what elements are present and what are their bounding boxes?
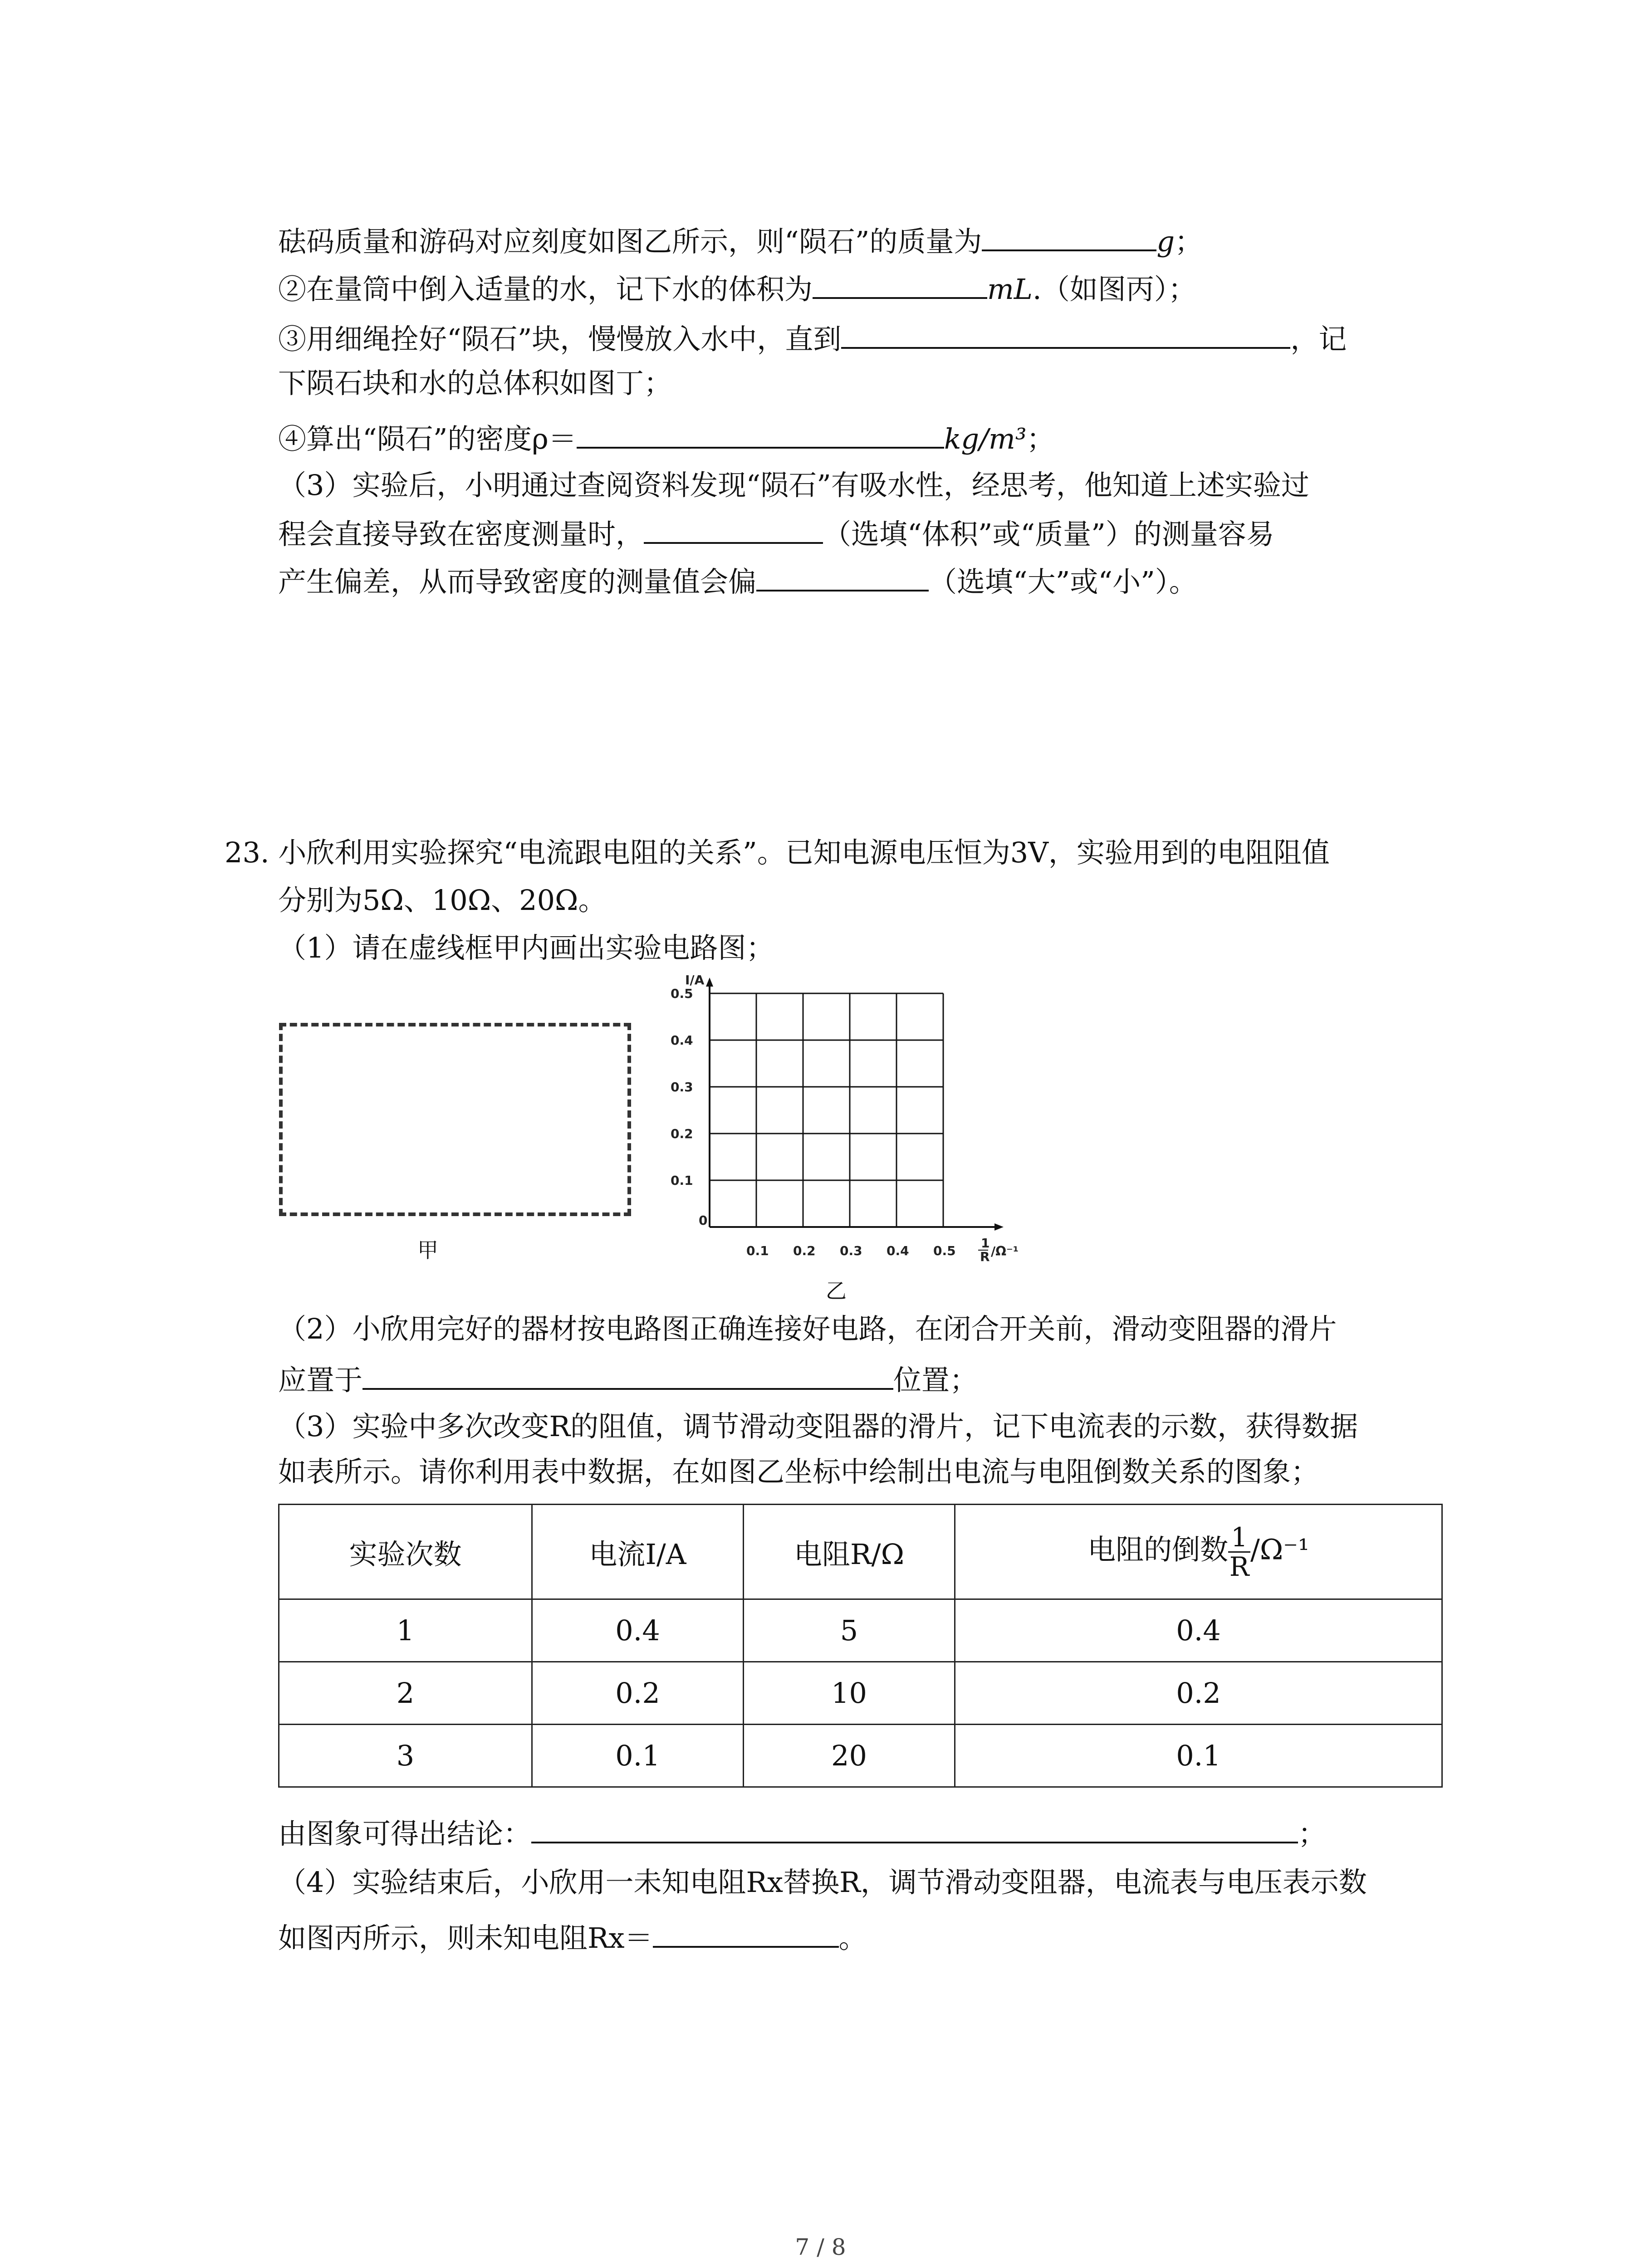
p22-line-7: 程会直接导致在密度测量时， （选填“体积”或“质量”）的测量容易	[278, 515, 1440, 552]
page-number: 7 / 8	[795, 2234, 846, 2260]
p23-line-5: 应置于 位置；	[278, 1361, 1440, 1398]
table-cell: 0.1	[955, 1725, 1442, 1787]
p23-line-9: （4）实验结束后，小欣用一未知电阻Rx替换R，调节滑动变阻器，电流表与电压表示数	[278, 1866, 1367, 1899]
y-tick-label: 0.1	[671, 1173, 693, 1188]
table-header: 电阻R/Ω	[744, 1505, 955, 1599]
table-cell: 5	[744, 1599, 955, 1662]
table-cell: 20	[744, 1725, 955, 1787]
fig-yi-label: 乙	[826, 1279, 847, 1303]
p22-line-3: ③用细绳拴好“陨石”块，慢慢放入水中，直到 ，记	[278, 320, 1440, 357]
table-row	[279, 1599, 1442, 1662]
origin-label: 0	[699, 1213, 708, 1228]
p23-line-10: 如图丙所示，则未知电阻Rx＝ 。	[278, 1919, 1440, 1956]
p22-line-1: 砝码质量和游码对应刻度如图乙所示，则“陨石”的质量为 g；	[278, 222, 1440, 260]
table-cell: 1	[279, 1599, 532, 1662]
x-axis-label-num: 1	[981, 1236, 990, 1251]
conclusion-blank[interactable]	[531, 1814, 1298, 1843]
table-header: 电阻的倒数 $\frac{1}{R}$ /Ω⁻¹	[955, 1505, 1442, 1599]
p22-line-2: ②在量筒中倒入适量的水，记下水的体积为 mL.（如图丙）；	[278, 270, 1440, 308]
table-row	[279, 1662, 1442, 1725]
quantity-blank[interactable]	[644, 515, 823, 544]
rx-blank[interactable]	[653, 1919, 839, 1948]
mass-blank[interactable]	[982, 222, 1156, 251]
y-tick-label: 0.5	[671, 986, 693, 1001]
table-cell: 0.4	[955, 1599, 1442, 1662]
p22-line-5: ④算出“陨石”的密度ρ＝ kg/m³；	[278, 420, 1440, 457]
x-tick-label: 0.1	[746, 1243, 769, 1258]
p22-line-8: 产生偏差，从而导致密度的测量值会偏 （选填“大”或“小”）。	[278, 562, 1440, 600]
x-tick-label: 0.3	[840, 1243, 862, 1258]
slider-position-blank[interactable]	[362, 1361, 893, 1390]
table-cell: 10	[744, 1662, 955, 1725]
p22-line-6: （3）实验后，小明通过查阅资料发现“陨石”有吸水性，经思考，他知道上述实验过	[278, 469, 1309, 502]
p23-line-2: 分别为5Ω、10Ω、20Ω。	[278, 884, 607, 917]
y-tick-label: 0.4	[671, 1033, 693, 1048]
table-row	[279, 1725, 1442, 1787]
fig-jia-label: 甲	[417, 1238, 438, 1262]
p23-line-3: （1）请在虚线框甲内画出实验电路图；	[278, 931, 774, 964]
x-tick-label: 0.4	[887, 1243, 909, 1258]
p23-line-8: 由图象可得出结论： ；	[278, 1814, 1440, 1852]
data-table	[278, 1504, 1443, 1788]
water-volume-blank[interactable]	[813, 270, 987, 299]
table-cell: 0.4	[532, 1599, 744, 1662]
p23-line-6: （3）实验中多次改变R的阻值，调节滑动变阻器的滑片，记下电流表的示数，获得数据	[278, 1410, 1358, 1443]
p23-line-1: 23. 小欣利用实验探究“电流跟电阻的关系”。已知电源电压恒为3V，实验用到的电阻阻值	[225, 836, 1330, 869]
y-tick-label: 0.3	[671, 1080, 693, 1095]
x-axis-label-den: R	[980, 1249, 990, 1264]
p23-line-7: 如表所示。请你利用表中数据，在如图乙坐标中绘制出电流与电阻倒数关系的图象；	[278, 1455, 1319, 1488]
bias-blank[interactable]	[756, 562, 929, 591]
density-blank[interactable]	[577, 420, 944, 449]
table-cell: 0.1	[532, 1725, 744, 1787]
table-cell: 0.2	[955, 1662, 1442, 1725]
table-header: 电流I/A	[532, 1505, 744, 1599]
dashed-box-jia[interactable]	[279, 1023, 631, 1216]
table-cell: 2	[279, 1662, 532, 1725]
p23-line-4: （2）小欣用完好的器材按电路图正确连接好电路，在闭合开关前，滑动变阻器的滑片	[278, 1312, 1337, 1345]
x-tick-label: 0.2	[793, 1243, 816, 1258]
table-cell: 0.2	[532, 1662, 744, 1725]
x-axis-label-unit: /Ω⁻¹	[991, 1244, 1019, 1259]
y-axis-label: I/A	[685, 973, 705, 987]
table-header: 实验次数	[279, 1505, 532, 1599]
immersion-blank[interactable]	[841, 320, 1290, 349]
y-tick-label: 0.2	[671, 1126, 693, 1141]
x-tick-label: 0.5	[933, 1243, 956, 1258]
p22-line-4: 下陨石块和水的总体积如图丁；	[278, 367, 672, 400]
fraction: $\frac{1}{R}$	[1228, 1523, 1250, 1581]
graph-yi	[653, 971, 1053, 1284]
table-cell: 3	[279, 1725, 532, 1787]
